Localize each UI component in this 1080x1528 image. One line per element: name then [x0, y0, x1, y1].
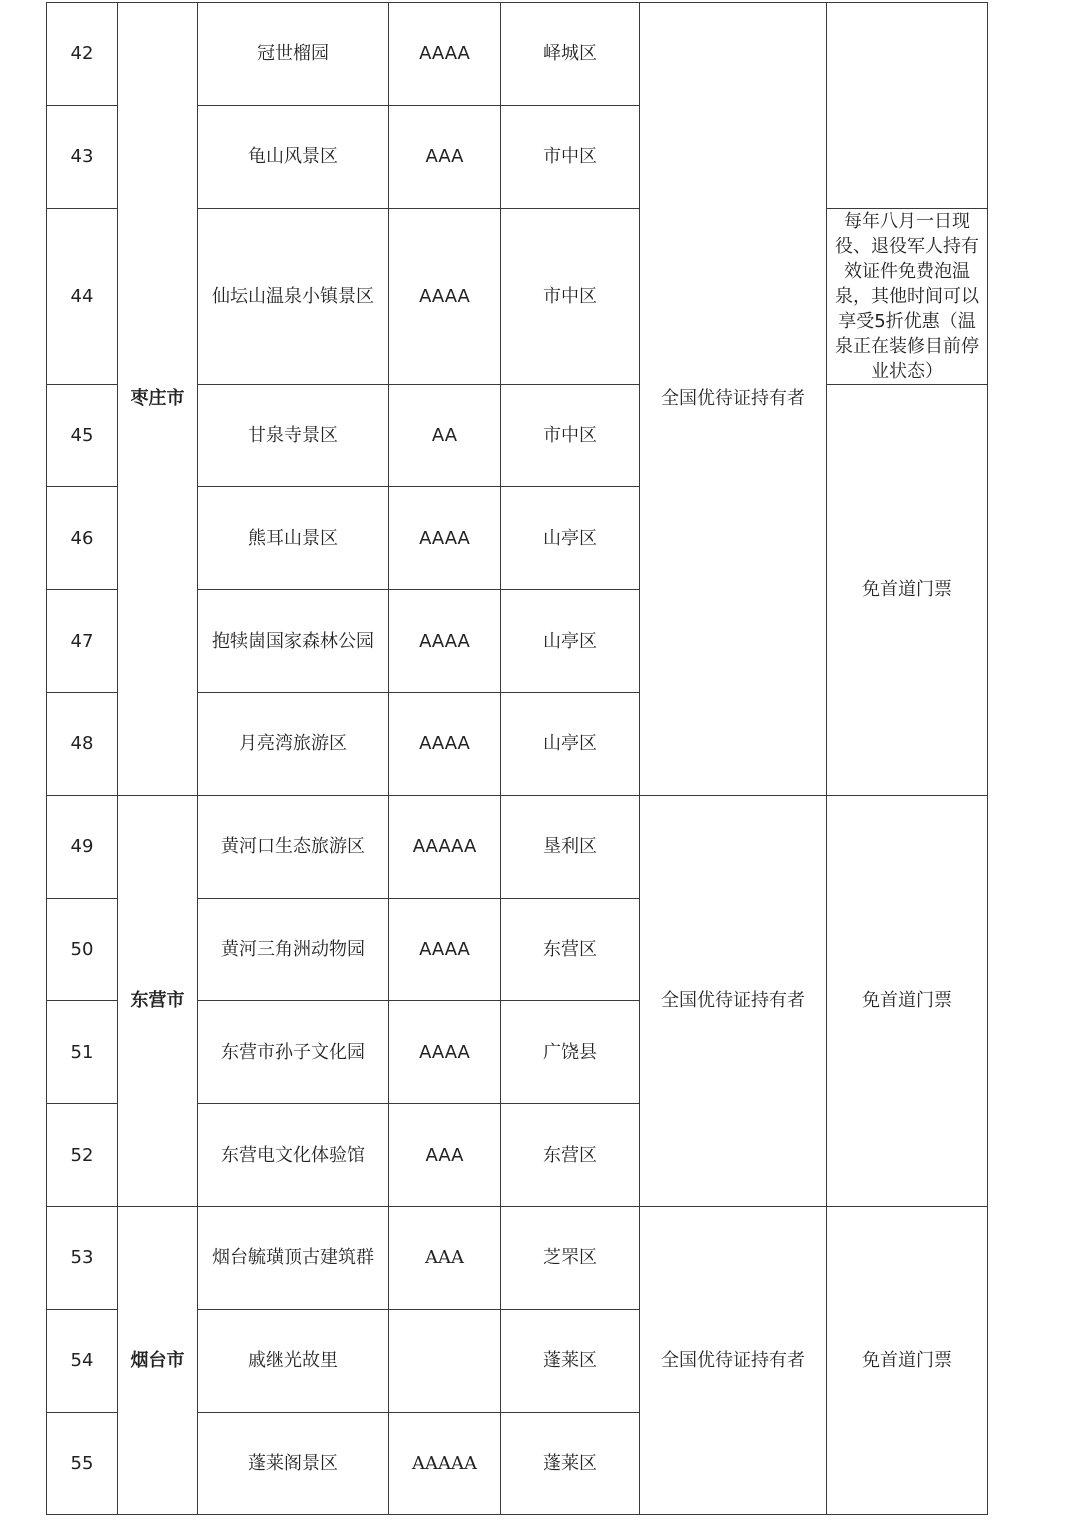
spot-name: 熊耳山景区 [198, 487, 389, 590]
spot-name: 戚继光故里 [198, 1309, 389, 1412]
scenic-spot-table [46, 2, 988, 1515]
spot-name: 黄河口生态旅游区 [198, 795, 389, 898]
policy-note: 免首道门票 [827, 384, 988, 795]
spot-district: 广饶县 [501, 1001, 640, 1104]
table-row [47, 3, 988, 106]
spot-district: 峄城区 [501, 3, 640, 106]
spot-level: AAAA [389, 692, 501, 795]
spot-name: 烟台毓璜顶古建筑群 [198, 1206, 389, 1309]
policy-note: 免首道门票 [827, 1206, 988, 1514]
spot-level: AAAAA [389, 1412, 501, 1515]
row-number: 43 [47, 105, 118, 208]
spot-district: 东营区 [501, 898, 640, 1001]
spot-district: 山亭区 [501, 590, 640, 693]
spot-level: AA [389, 384, 501, 487]
row-number: 54 [47, 1309, 118, 1412]
table-row [47, 795, 988, 898]
row-number: 53 [47, 1206, 118, 1309]
spot-name: 冠世榴园 [198, 3, 389, 106]
row-number: 55 [47, 1412, 118, 1515]
spot-level: AAAA [389, 487, 501, 590]
row-number: 50 [47, 898, 118, 1001]
spot-district: 市中区 [501, 384, 640, 487]
row-number: 51 [47, 1001, 118, 1104]
spot-level: AAAA [389, 1001, 501, 1104]
row-number: 44 [47, 208, 118, 384]
spot-level: AAAA [389, 3, 501, 106]
spot-name: 黄河三角洲动物园 [198, 898, 389, 1001]
spot-district: 东营区 [501, 1104, 640, 1207]
spot-district: 芝罘区 [501, 1206, 640, 1309]
city-cell: 烟台市 [118, 1206, 198, 1514]
spot-level: AAA [389, 1104, 501, 1207]
spot-district: 垦利区 [501, 795, 640, 898]
spot-name: 东营电文化体验馆 [198, 1104, 389, 1207]
row-number: 49 [47, 795, 118, 898]
spot-district: 蓬莱区 [501, 1412, 640, 1515]
eligible-group: 全国优待证持有者 [640, 1206, 827, 1514]
spot-name: 龟山风景区 [198, 105, 389, 208]
spot-name: 东营市孙子文化园 [198, 1001, 389, 1104]
spot-district: 市中区 [501, 105, 640, 208]
table-row [47, 1206, 988, 1309]
spot-name: 月亮湾旅游区 [198, 692, 389, 795]
spot-level: AAA [389, 1206, 501, 1309]
spot-district: 蓬莱区 [501, 1309, 640, 1412]
eligible-group: 全国优待证持有者 [640, 795, 827, 1206]
spot-district: 山亭区 [501, 487, 640, 590]
policy-cell-empty [827, 3, 988, 209]
spot-level: AAAAA [389, 795, 501, 898]
spot-name: 甘泉寺景区 [198, 384, 389, 487]
spot-name: 仙坛山温泉小镇景区 [198, 208, 389, 384]
row-number: 47 [47, 590, 118, 693]
spot-district: 市中区 [501, 208, 640, 384]
row-number: 45 [47, 384, 118, 487]
row-number: 42 [47, 3, 118, 106]
spot-level [389, 1309, 501, 1412]
spot-district: 山亭区 [501, 692, 640, 795]
policy-note: 免首道门票 [827, 795, 988, 1206]
spot-level: AAA [389, 105, 501, 208]
row-number: 52 [47, 1104, 118, 1207]
row-number: 46 [47, 487, 118, 590]
spot-name: 抱犊崮国家森林公园 [198, 590, 389, 693]
spot-name: 蓬莱阁景区 [198, 1412, 389, 1515]
spot-level: AAAA [389, 898, 501, 1001]
spot-level: AAAA [389, 208, 501, 384]
policy-note: 每年八月一日现役、退役军人持有效证件免费泡温泉，其他时间可以享受5折优惠（温泉正在装修目前停业状态） [827, 208, 988, 384]
eligible-group: 全国优待证持有者 [640, 3, 827, 796]
spot-level: AAAA [389, 590, 501, 693]
city-cell: 枣庄市 [118, 3, 198, 796]
row-number: 48 [47, 692, 118, 795]
city-cell: 东营市 [118, 795, 198, 1206]
